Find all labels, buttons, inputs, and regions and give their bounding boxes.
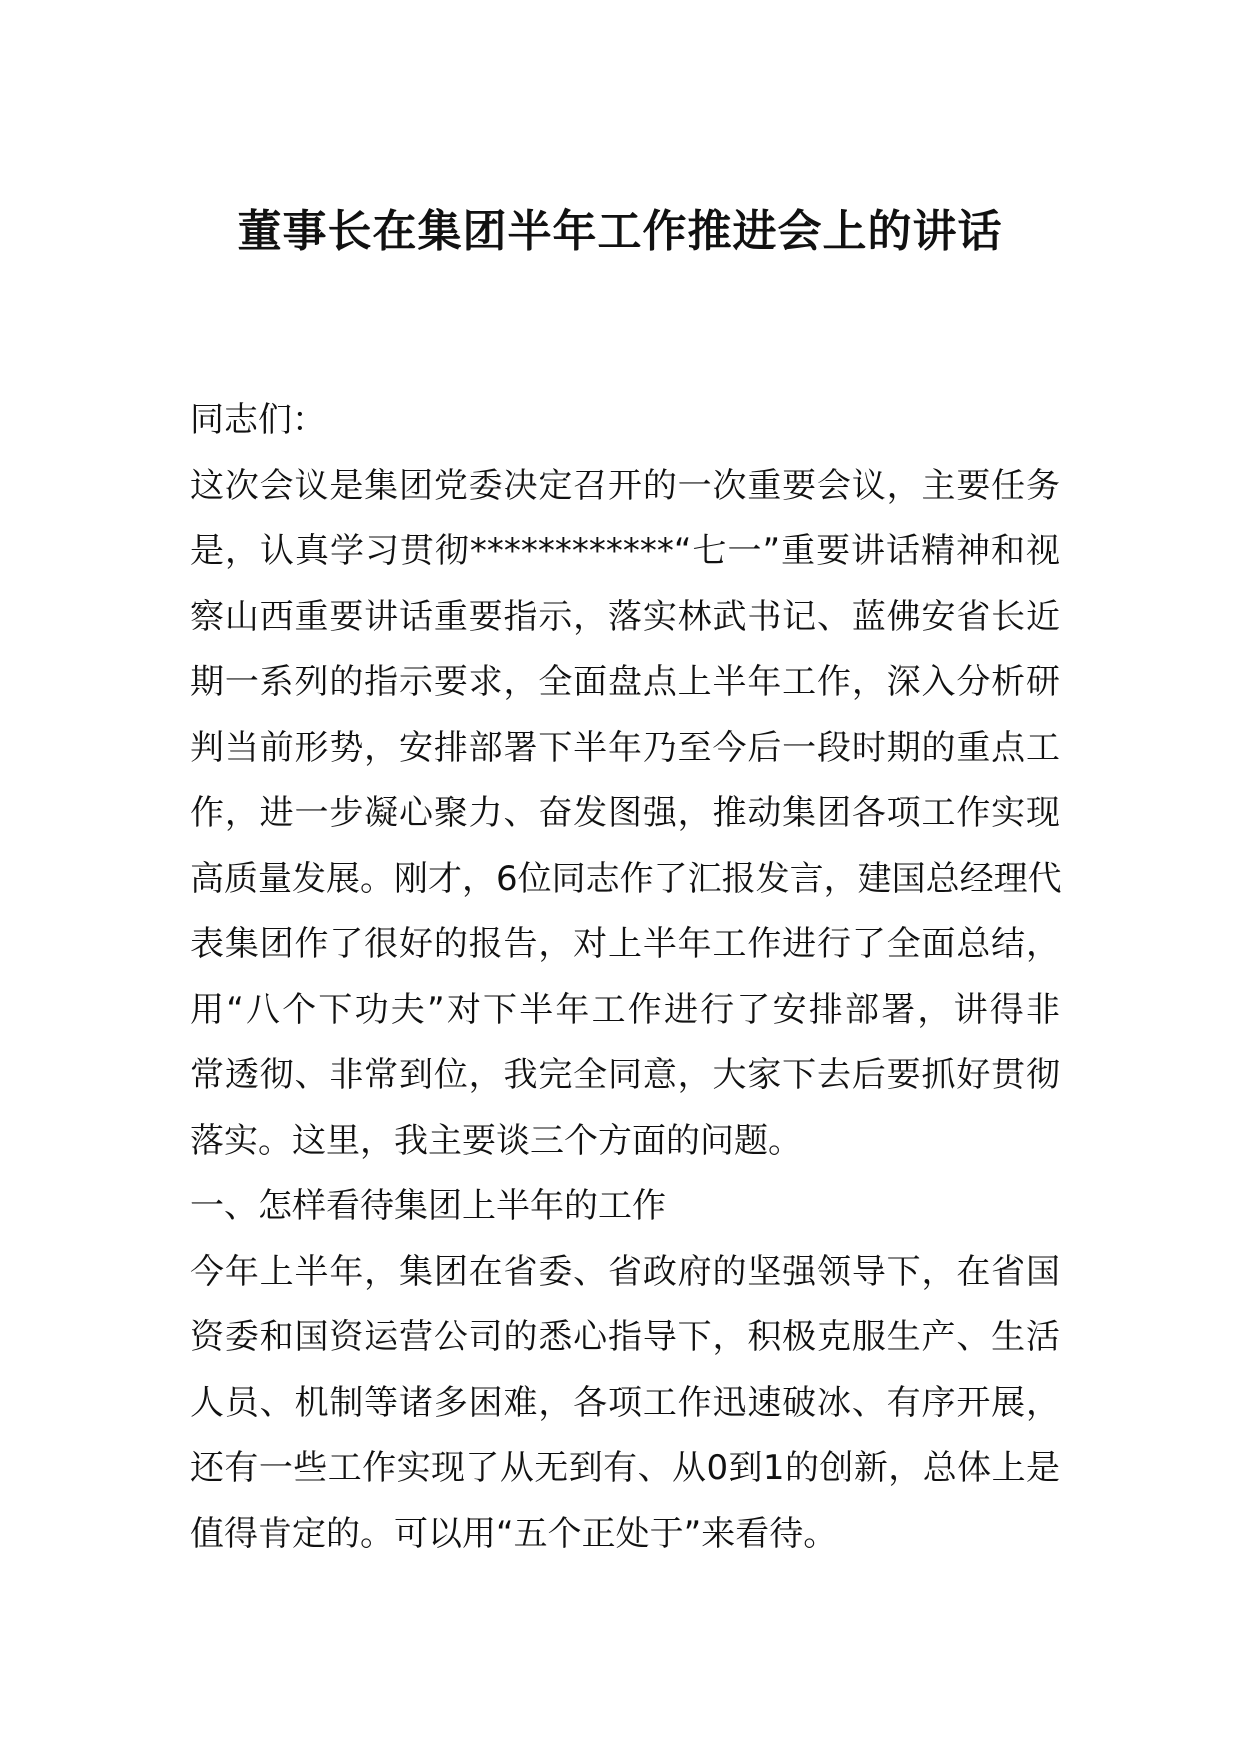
paragraph-line: 察山西重要讲话重要指示，落实林武书记、蓝佛安省长近 <box>190 596 1060 637</box>
salutation: 同志们： <box>190 400 326 440</box>
paragraph-line: 期一系列的指示要求，全面盘点上半年工作，深入分析研 <box>190 662 1060 702</box>
paragraph-line: 今年上半年，集团在省委、省政府的坚强领导下，在省国 <box>190 1251 1060 1292</box>
document-body <box>190 388 1060 1567</box>
paragraph-line: 用“八个下功夫”对下半年工作进行了安排部署，讲得非 <box>190 989 1060 1030</box>
paragraph-line: 落实。这里，我主要谈三个方面的问题。 <box>190 1120 802 1161</box>
document-title: 董事长在集团半年工作推进会上的讲话 <box>237 206 1003 257</box>
paragraph-line: 这次会议是集团党委决定召开的一次重要会议，主要任务 <box>190 465 1060 506</box>
paragraph-line: 资委和国资运营公司的悉心指导下，积极克服生产、生活 <box>190 1317 1060 1357</box>
paragraph-line: 人员、机制等诸多困难，各项工作迅速破冰、有序开展， <box>190 1382 1060 1423</box>
paragraph-line: 常透彻、非常到位，我完全同意，大家下去后要抓好贯彻 <box>190 1055 1060 1095</box>
paragraph-line: 高质量发展。刚才，6位同志作了汇报发言，建国总经理代 <box>190 858 1062 899</box>
paragraph-line: 判当前形势，安排部署下半年乃至今后一段时期的重点工 <box>190 727 1060 768</box>
paragraph-line: 是，认真学习贯彻************“七一”重要讲话精神和视 <box>190 531 1060 571</box>
paragraph-line: 表集团作了很好的报告，对上半年工作进行了全面总结， <box>190 924 1060 964</box>
paragraph-line: 值得肯定的。可以用“五个正处于”来看待。 <box>190 1513 838 1554</box>
paragraph-line: 作，进一步凝心聚力、奋发图强，推动集团各项工作实现 <box>190 793 1060 833</box>
paragraph-line: 还有一些工作实现了从无到有、从0到1的创新，总体上是 <box>190 1448 1060 1488</box>
section-heading: 一、怎样看待集团上半年的工作 <box>190 1186 666 1226</box>
